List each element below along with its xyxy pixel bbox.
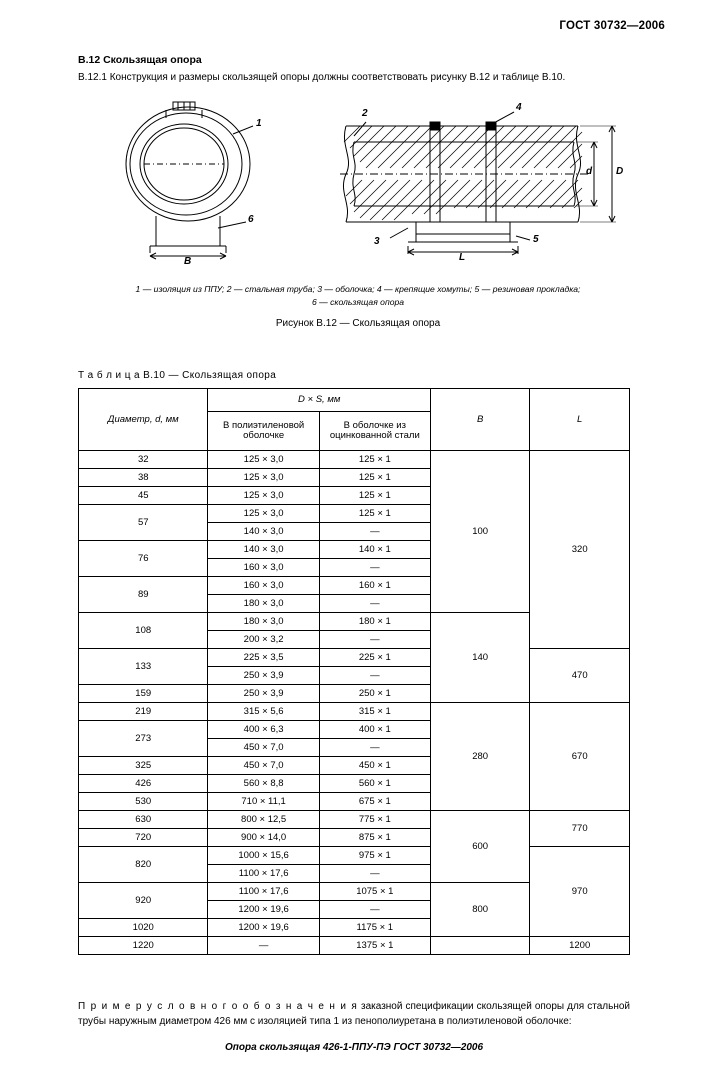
cell-diameter: 273 [79, 721, 208, 757]
header-steel-shell: В оболочке из оцинкованной стали [319, 412, 430, 451]
cell-steel: — [319, 865, 430, 883]
cell-pe: 1000 × 15,6 [208, 847, 319, 865]
figure-sliding-support [78, 96, 638, 276]
cell-b [430, 937, 529, 955]
cell-diameter: 38 [79, 469, 208, 487]
figure-callout-5: 5 [533, 234, 539, 245]
figure-legend [78, 283, 638, 309]
cell-diameter: 89 [79, 577, 208, 613]
cell-steel: — [319, 667, 430, 685]
figure-dimension-l: L [459, 252, 466, 263]
cell-pe: 225 × 3,5 [208, 649, 319, 667]
table-head [79, 389, 630, 451]
cell-l: 670 [530, 703, 630, 811]
cell-b: 100 [430, 451, 529, 613]
cell-pe: 160 × 3,0 [208, 577, 319, 595]
cell-pe: 140 × 3,0 [208, 523, 319, 541]
cell-pe: 125 × 3,0 [208, 487, 319, 505]
cell-steel: 125 × 1 [319, 451, 430, 469]
cell-pe: 180 × 3,0 [208, 595, 319, 613]
cell-steel: — [319, 523, 430, 541]
table-header-row-1 [79, 389, 630, 412]
cell-pe: 1100 × 17,6 [208, 883, 319, 901]
cell-pe: 1100 × 17,6 [208, 865, 319, 883]
cell-diameter: 720 [79, 829, 208, 847]
cell-b: 140 [430, 613, 529, 703]
cell-diameter: 1220 [79, 937, 208, 955]
figure-callout-2: 2 [362, 108, 368, 119]
cell-pe: 315 × 5,6 [208, 703, 319, 721]
cell-steel: — [319, 739, 430, 757]
cell-pe: 1200 × 19,6 [208, 901, 319, 919]
cell-diameter: 920 [79, 883, 208, 919]
cell-pe: 450 × 7,0 [208, 739, 319, 757]
cell-steel: 775 × 1 [319, 811, 430, 829]
cell-pe: 250 × 3,9 [208, 685, 319, 703]
table-row [79, 649, 630, 667]
figure-legend-line2: 6 — скользящая опора [311, 296, 405, 307]
figure-dimension-d-large: D [616, 166, 624, 177]
page-header-standard: ГОСТ 30732—2006 [559, 20, 665, 32]
cell-steel: — [319, 901, 430, 919]
cell-diameter: 159 [79, 685, 208, 703]
cell-steel: 1075 × 1 [319, 883, 430, 901]
cell-l: 770 [530, 811, 630, 847]
cell-steel: 675 × 1 [319, 793, 430, 811]
cell-pe: 560 × 8,8 [208, 775, 319, 793]
cell-steel: — [319, 631, 430, 649]
cell-pe: 800 × 12,5 [208, 811, 319, 829]
table-row [79, 703, 630, 721]
footer-example-note [78, 1000, 630, 1029]
cell-pe: 125 × 3,0 [208, 451, 319, 469]
cell-diameter: 133 [79, 649, 208, 685]
cell-pe: 250 × 3,9 [208, 667, 319, 685]
cell-steel: 125 × 1 [319, 469, 430, 487]
cell-steel: 180 × 1 [319, 613, 430, 631]
cell-pe: 180 × 3,0 [208, 613, 319, 631]
figure-dimension-d-small: d [586, 166, 593, 177]
cell-pe: 900 × 14,0 [208, 829, 319, 847]
cell-steel: 450 × 1 [319, 757, 430, 775]
cell-steel: 315 × 1 [319, 703, 430, 721]
cell-steel: 125 × 1 [319, 505, 430, 523]
cell-diameter: 32 [79, 451, 208, 469]
footer-designation: Опора скользящая 426-1-ППУ-ПЭ ГОСТ 30732—2006 [224, 1042, 484, 1053]
cell-steel: — [319, 559, 430, 577]
figure-dimension-b: B [184, 256, 192, 267]
cell-diameter: 630 [79, 811, 208, 829]
cell-l: 470 [530, 649, 630, 703]
cell-steel: 160 × 1 [319, 577, 430, 595]
table-row [79, 847, 630, 865]
figure-drawing [78, 96, 638, 276]
header-l: L [530, 389, 630, 451]
cell-b: 600 [430, 811, 529, 883]
cell-l: 320 [530, 451, 630, 649]
cell-l: 970 [530, 847, 630, 937]
cell-diameter: 1020 [79, 919, 208, 937]
cell-diameter: 45 [79, 487, 208, 505]
figure-legend-line1: 1 — изоляция из ППУ; 2 — стальная труба; 3 — оболочка; 4 — крепящие хомуты; 5 — резиновая прокладка; [135, 284, 581, 294]
cell-diameter: 219 [79, 703, 208, 721]
cell-pe: 450 × 7,0 [208, 757, 319, 775]
cell-steel: 975 × 1 [319, 847, 430, 865]
cell-diameter: 76 [79, 541, 208, 577]
cell-pe: 125 × 3,0 [208, 469, 319, 487]
header-diameter: Диаметр, d, мм [79, 389, 208, 451]
figure-callout-1: 1 [256, 118, 262, 129]
cell-pe: 140 × 3,0 [208, 541, 319, 559]
header-pe-shell: В полиэтиленовой оболочке [208, 412, 319, 451]
cell-pe: 400 × 6,3 [208, 721, 319, 739]
cell-diameter: 426 [79, 775, 208, 793]
table-row [79, 451, 630, 469]
cell-diameter: 820 [79, 847, 208, 883]
cell-diameter: 108 [79, 613, 208, 649]
cell-steel: 250 × 1 [319, 685, 430, 703]
cell-pe: 1200 × 19,6 [208, 919, 319, 937]
cell-steel: 875 × 1 [319, 829, 430, 847]
footer-example-text: заказной спецификации скользящей опоры для стальной трубы наружным диаметром 426 мм с изоляцией типа 1 из пенополиуретана в полиэтиленовой оболочке: [78, 1001, 630, 1027]
cell-b: 280 [430, 703, 529, 811]
cell-pe: 160 × 3,0 [208, 559, 319, 577]
header-ds-group: D × S, мм [208, 389, 430, 412]
header-b: B [430, 389, 529, 451]
cell-steel: 125 × 1 [319, 487, 430, 505]
cell-steel: 1175 × 1 [319, 919, 430, 937]
table-row [79, 937, 630, 955]
section-paragraph: В.12.1 Конструкция и размеры скользящей опоры должны соответствовать рисунку В.12 и таблице В.10. [78, 72, 566, 83]
cell-steel: 140 × 1 [319, 541, 430, 559]
footer-example-lead: П р и м е р у с л о в н о г о о б о з н а ч е н и я [78, 1001, 358, 1012]
cell-steel: 560 × 1 [319, 775, 430, 793]
cell-steel: — [319, 595, 430, 613]
figure-caption: Рисунок В.12 — Скользящая опора [275, 318, 441, 329]
table-sliding-support [78, 388, 630, 955]
table-title: Т а б л и ц а В.10 — Скользящая опора [78, 370, 277, 381]
figure-callout-4: 4 [516, 102, 522, 113]
cell-steel: 225 × 1 [319, 649, 430, 667]
cell-l: 1200 [530, 937, 630, 955]
cell-steel: 1375 × 1 [319, 937, 430, 955]
cell-steel: 400 × 1 [319, 721, 430, 739]
cell-b: 800 [430, 883, 529, 937]
table-body [79, 451, 630, 955]
table-row [79, 811, 630, 829]
cell-pe: 125 × 3,0 [208, 505, 319, 523]
cell-pe: 710 × 11,1 [208, 793, 319, 811]
cell-diameter: 325 [79, 757, 208, 775]
figure-callout-3: 3 [374, 236, 380, 247]
cell-pe: — [208, 937, 319, 955]
cell-pe: 200 × 3,2 [208, 631, 319, 649]
cell-diameter: 530 [79, 793, 208, 811]
section-heading: В.12 Скользящая опора [78, 54, 202, 66]
cell-diameter: 57 [79, 505, 208, 541]
figure-callout-6: 6 [248, 214, 254, 225]
